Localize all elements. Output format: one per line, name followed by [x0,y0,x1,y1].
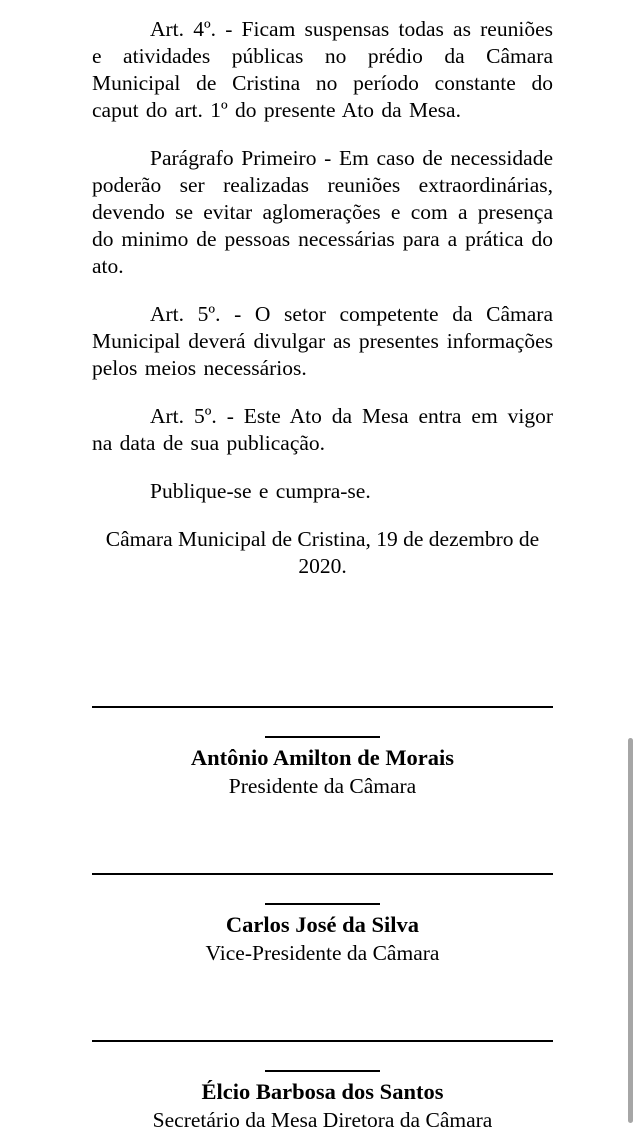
signature-block-president [92,706,553,801]
paragraph-art-5-setor: Art. 5º. - O setor competente da Câmara Municipal deverá divulgar as presentes informações pelos meios necessários. [92,302,553,380]
scrollbar-thumb[interactable] [628,738,633,1123]
signatory-role: Presidente da Câmara [228,774,417,798]
signatory-name: Antônio Amilton de Morais [190,745,455,770]
signature-line [92,1040,553,1042]
signature-block-secretary [92,1040,553,1135]
paragraph-paragrafo-primeiro: Parágrafo Primeiro - Em caso de necessidade poderão ser realizadas reuniões extraordinárias, devendo se evitar aglomerações e com a presença do minimo de pessoas necessárias para a prática do ato. [92,146,553,278]
signature-section [92,706,553,1135]
paragraph-art-5-vigor: Art. 5º. - Este Ato da Mesa entra em vigor na data de sua publicação. [92,404,553,455]
paragraph-art-4: Art. 4º. - Ficam suspensas todas as reuniões e atividades públicas no prédio da Câmara Municipal de Cristina no período constante do caput do art. 1º do presente Ato da Mesa. [92,17,553,122]
signature-line [92,706,553,708]
signatory-role: Secretário da Mesa Diretora da Câmara [152,1108,493,1132]
signatory-name: Élcio Barbosa dos Santos [201,1079,444,1104]
paragraph-publique-se: Publique-se e cumpra-se. [150,479,371,503]
signature-line-short [265,903,380,905]
signature-line-short [265,736,380,738]
signatory-name: Carlos José da Silva [225,912,420,937]
signature-line [92,873,553,875]
signatory-role: Vice-Presidente da Câmara [205,941,440,965]
signature-line-short [265,1070,380,1072]
paragraph-date-place: Câmara Municipal de Cristina, 19 de dezembro de 2020. [105,527,540,578]
signature-block-vice-president [92,873,553,968]
